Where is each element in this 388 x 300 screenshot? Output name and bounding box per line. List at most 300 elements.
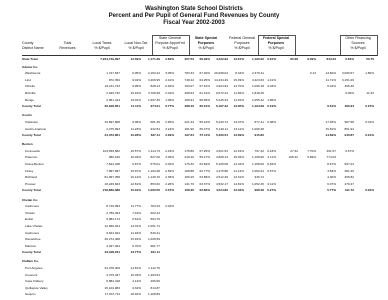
table-cell: 7.44% (132, 210, 141, 215)
table-cell: 827.00 (150, 155, 160, 160)
local-nontax-subheader: % $/Pupil (128, 46, 144, 50)
table-cell: 18.40% (130, 292, 141, 297)
table-cell: 4,512.39 (215, 175, 228, 180)
table-cell: 15.81% (325, 126, 336, 131)
report-subtitle: Percent and Per Pupil of General Fund Revenues by County (108, 13, 280, 19)
table-cell: 1,052.45 (251, 181, 264, 186)
table-cell: 2.43% (165, 148, 174, 153)
district-name: Asotin-Anatone (25, 126, 47, 131)
table-cell: 4,476.88 (215, 168, 228, 173)
other-financing-subheader: % $/Pupil (350, 46, 366, 50)
table-cell: 7,624,448 (106, 162, 120, 166)
table-cell: 15.34% (130, 188, 141, 193)
table-cell: 398.63 (184, 91, 194, 95)
table-cell: 3,423.63 (251, 77, 264, 82)
county-header: County (22, 41, 34, 45)
table-cell: 843.23 (326, 57, 336, 61)
table-cell: 1,171.39 (147, 57, 160, 61)
table-cell: 2.02% (165, 162, 174, 166)
table-cell: 491.57 (326, 148, 336, 153)
table-cell: 1.80% (365, 71, 374, 76)
county-group-row (22, 143, 377, 147)
table-cell: 218,889,388 (102, 188, 120, 193)
table-cell: 9.70% (132, 243, 141, 248)
table-cell: 12.15% (233, 148, 244, 153)
table-cell: 4.30% (327, 175, 336, 180)
table-cell: 4.14% (132, 279, 141, 284)
table-cell: 15.97% (130, 168, 141, 173)
table-cell: 13.11% (233, 126, 244, 131)
table-row (22, 183, 377, 187)
table-cell: 5,169.08 (215, 162, 228, 166)
table-cell: 828.13 (150, 84, 160, 89)
table-row (22, 156, 377, 160)
table-cell: 14.70% (233, 84, 244, 89)
table-row (22, 245, 377, 249)
table-cell: 2,153.44 (147, 71, 160, 76)
table-cell: 12.81% (130, 181, 141, 186)
table-cell: 2.04% (165, 91, 174, 95)
district-name: County Total (22, 104, 41, 109)
table-cell: 24,373,801 (104, 133, 120, 138)
table-cell: 847.11 (150, 133, 160, 138)
table-cell: 69.39% (199, 57, 210, 61)
table-cell: 0.67% (345, 148, 354, 153)
table-row (22, 287, 377, 291)
table-cell: 288.46 (184, 104, 194, 109)
table-cell: 0.01% (365, 133, 374, 138)
table-cell: 3.05% (165, 71, 174, 76)
table-cell: 63.86% (199, 188, 210, 193)
table-cell: 3,209.95 (147, 77, 160, 82)
table-cell: 9,624,944 (106, 230, 120, 235)
district-name: Chelan (25, 210, 35, 215)
table-cell: 27.32 (290, 148, 298, 153)
district-name: Port Angeles (25, 266, 43, 270)
table-cell: 17.45% (325, 119, 336, 124)
table-row (22, 212, 377, 216)
table-cell: 81,097,458 (104, 175, 120, 180)
table-cell: 19.16% (130, 91, 141, 95)
table-cell: 9.08% (132, 119, 141, 124)
table-cell: 774.04 (326, 155, 336, 160)
table-cell: 141.76 (184, 181, 194, 186)
state-special-subheader: % $/Pupil (198, 46, 214, 50)
table-cell: 1,194.69 (251, 104, 264, 109)
table-cell: 3,708.48 (147, 91, 160, 95)
table-cell: 66.61% (199, 104, 210, 109)
table-cell: 697.24 (344, 162, 354, 166)
table-cell: 1,493.54 (147, 272, 160, 277)
table-cell: 103,059,582 (102, 148, 120, 153)
table-cell: 0.13 (309, 71, 316, 76)
district-name: Lake Chelan (25, 223, 43, 228)
table-cell: 12.39% (130, 57, 141, 61)
table-cell: 46,274,468 (104, 237, 120, 242)
table-row (22, 150, 377, 154)
table-cell: 2.82% (165, 57, 174, 61)
table-row (22, 72, 377, 76)
table-row (22, 274, 377, 278)
district-name: County Total (22, 133, 41, 138)
table-row (22, 205, 377, 209)
district-name: Finley (25, 168, 34, 173)
district-name: Benge (25, 97, 34, 102)
table-cell: 13.31% (233, 175, 244, 180)
table-cell: 16.03% (130, 272, 141, 277)
district-name: Wenatchee (25, 237, 41, 242)
table-cell: 0.46% (165, 84, 174, 89)
table-cell: 853.62 (150, 181, 160, 186)
table-cell: 784.43 (150, 204, 160, 209)
district-name: Cashmere (25, 230, 40, 235)
table-cell: 19,897,808 (104, 119, 120, 124)
table-cell: 981.77 (150, 243, 160, 248)
table-cell: 9.87% (132, 162, 141, 166)
table-cell: 1,055.42 (251, 97, 264, 102)
table-cell: 1,727,637 (106, 71, 120, 76)
table-cell: 11.11% (130, 104, 141, 109)
federal-general-subheader: % $/Pupil (234, 46, 250, 50)
table-cell: 2.03% (267, 84, 276, 89)
district-name: Cashmere (25, 204, 40, 209)
table-cell: 11.77% (130, 204, 141, 209)
table-cell: 6,197.32 (215, 104, 228, 109)
table-cell: 9,672.44 (215, 91, 228, 95)
table-cell: 221.44 (184, 119, 194, 124)
table-cell: 14.34% (233, 162, 244, 166)
table-cell: 9.04% (132, 77, 141, 82)
county-group-row (22, 114, 377, 118)
table-cell: 411.72 (344, 188, 354, 193)
table-cell: 1,108.96 (251, 155, 264, 160)
table-cell: 5.24% (327, 84, 336, 89)
header-rule (22, 55, 377, 56)
table-cell: 5,206.54 (215, 133, 228, 138)
table-cell: 12,969,944 (104, 223, 120, 228)
total-header: Total (63, 41, 72, 45)
table-cell: 3.83% (327, 168, 336, 173)
district-name: Cape Flattery (25, 279, 44, 284)
state-general-header2: Purpose Apport'mt (155, 41, 185, 45)
table-cell: 64.69% (199, 162, 210, 166)
table-cell: 19.01% (130, 97, 141, 102)
table-cell: 181.90 (184, 126, 194, 131)
table-cell: 18,229,843 (104, 181, 120, 186)
table-cell: 15.45% (233, 155, 244, 160)
table-row (22, 163, 377, 167)
district-name: Crescent (25, 272, 38, 277)
district-name: Washtucna (25, 71, 41, 76)
table-cell: 9.34% (132, 285, 141, 290)
table-cell: 178.86 (184, 148, 194, 153)
federal-special-header2: Purposes (267, 41, 285, 45)
table-cell: 5,140.11 (216, 126, 228, 131)
other-financing-header2: Sources (351, 41, 365, 45)
district-name: Ritzville (25, 91, 36, 95)
table-cell: 22,211,723 (104, 84, 120, 89)
state-special-header: State Special (194, 36, 218, 40)
table-cell: 2,379.41 (251, 71, 264, 76)
table-cell: 2.28% (165, 181, 174, 186)
table-cell: 466.94 (344, 104, 354, 109)
table-cell: 14.81% (233, 181, 244, 186)
table-row (22, 92, 377, 96)
table-cell: 968.48 (254, 188, 264, 193)
table-cell: 8,749,993 (106, 204, 120, 209)
total-row (22, 58, 377, 62)
table-cell: 0.52% (267, 162, 276, 166)
table-cell: 0.27% (267, 188, 276, 193)
table-cell: 987.58 (344, 119, 354, 124)
state-special-header2: Purposes (197, 41, 215, 45)
federal-special-header: Federal Special (262, 36, 290, 40)
table-cell: 281.40 (344, 168, 354, 173)
table-cell: 6,884,418 (106, 279, 120, 284)
table-cell: 13.09% (233, 133, 244, 138)
table-cell: 63.37% (199, 181, 210, 186)
table-cell: 57.11% (199, 133, 210, 138)
table-cell: 3.36% (165, 155, 174, 160)
table-row (22, 128, 377, 132)
table-cell: 6.61% (132, 217, 141, 222)
table-cell: 15,104,983 (104, 285, 120, 290)
table-cell: 1,114.73 (148, 148, 160, 153)
district-name: Prosser (25, 181, 36, 186)
district-name: Asotin (22, 113, 32, 118)
table-cell: 13.60% (325, 71, 336, 76)
federal-special-subheader: % $/Pupil (268, 46, 284, 50)
district-name: Kennewick (25, 148, 40, 153)
table-cell: 4,532.17 (215, 181, 228, 186)
table-cell: 5.77% (327, 188, 336, 193)
total-row (22, 189, 377, 193)
table-cell: 1,163.48 (147, 168, 160, 173)
table-cell: 7,944,749,097 (100, 57, 120, 61)
table-cell: 14.01% (130, 223, 141, 228)
table-cell: 58.65% (199, 97, 210, 102)
table-row (22, 232, 377, 236)
county-group-row (22, 199, 377, 203)
district-name: Clallam Co. (22, 259, 39, 264)
table-cell: 16.57% (130, 148, 141, 153)
table-cell: 783.33 (184, 71, 194, 76)
table-cell: 7.70% (307, 148, 316, 153)
district-name: Quillayute Valley (25, 285, 48, 290)
district-name: Paterson (25, 155, 38, 160)
table-cell: 67.61% (199, 84, 210, 89)
table-cell: 0.43% (267, 148, 276, 153)
table-row (22, 170, 377, 174)
table-row (22, 121, 377, 125)
district-name: Adams Co. (22, 64, 39, 69)
district-name: County Total (22, 188, 41, 193)
table-cell: 67.40% (199, 71, 210, 76)
table-cell: 61.31% (199, 91, 210, 95)
table-cell: 2,949,732 (106, 91, 120, 95)
district-name: Sequim (25, 292, 36, 297)
table-cell: 9.09% (307, 57, 316, 61)
table-cell: 13.07% (233, 119, 244, 124)
table-cell: 16.12% (130, 175, 141, 180)
table-cell: 55.44% (199, 119, 210, 124)
federal-general-header2: Purposes (234, 41, 250, 45)
district-name: Benton (22, 142, 33, 147)
table-cell: 249.20 (184, 155, 194, 160)
table-cell: 11.71% (325, 77, 336, 82)
table-cell: 406.66 (150, 279, 160, 284)
table-cell: 17,937,711 (104, 292, 120, 297)
local-nontax-header: Local Non-Tax (124, 41, 148, 45)
table-cell: 974.01 (150, 104, 160, 109)
table-cell: 4,947,044 (106, 243, 120, 248)
table-cell: 30,918,651 (104, 104, 120, 109)
table-cell: 7,897,897 (106, 168, 120, 173)
table-cell: 80.38 (290, 57, 298, 61)
table-cell: 946.74 (254, 175, 264, 180)
table-cell: 9.89% (307, 155, 316, 160)
table-cell: 0.77% (165, 104, 174, 109)
table-cell: 4,232.93 (215, 57, 228, 61)
table-cell: 0.15% (365, 104, 374, 109)
district-name: Chelan Co. (22, 197, 39, 202)
table-row (22, 293, 377, 297)
table-cell: 1,050.24 (251, 168, 264, 173)
table-cell: 2.37% (165, 188, 174, 193)
district-name-header: District Name (22, 46, 44, 50)
table-cell: 180.29 (184, 175, 194, 180)
table-cell: 564.70 (150, 217, 160, 222)
table-cell: 8.67% (327, 162, 336, 166)
table-row (22, 225, 377, 229)
table-cell: 14.69% (325, 133, 336, 138)
table-cell: 0.01% (365, 119, 374, 124)
table-cell: 6.61% (327, 104, 336, 109)
table-cell: 1.86% (267, 97, 276, 102)
table-cell: 662.24 (150, 210, 160, 215)
table-cell: 4,924.94 (215, 84, 228, 89)
total-row (22, 105, 377, 109)
district-name: State Total (22, 57, 38, 61)
table-cell: 15.91% (130, 237, 141, 242)
table-cell: 576.01 (150, 162, 160, 166)
table-cell: 63.89% (199, 175, 210, 180)
table-row (22, 280, 377, 284)
state-general-subheader: % $/Pupil (162, 46, 178, 50)
table-cell: 13.33% (233, 188, 244, 193)
district-name: Richland (25, 175, 38, 180)
other-financing-header: Other Financing (345, 36, 371, 40)
table-row (22, 176, 377, 180)
table-cell: 4,524.80 (215, 188, 228, 193)
district-name: Clarkston (25, 119, 39, 124)
table-cell: 872,354 (108, 77, 120, 82)
table-cell: 1,009.48 (251, 126, 264, 131)
table-cell: 6.38% (267, 119, 276, 124)
table-cell: 1,697.36 (147, 97, 160, 102)
table-cell: 189.91 (184, 97, 194, 102)
table-row (22, 99, 377, 103)
table-cell: 65.47% (199, 126, 210, 131)
table-cell: 8.34% (235, 71, 244, 76)
table-row (22, 238, 377, 242)
table-cell: 814.87 (150, 285, 160, 290)
table-cell: 4,475,993 (106, 126, 120, 131)
local-taxes-header: Local Taxes (92, 41, 112, 45)
table-cell: 13.95% (233, 104, 244, 109)
district-name: Manson (25, 243, 37, 248)
table-cell: 940.87 (344, 133, 354, 138)
table-cell: 9,984,174 (106, 217, 120, 222)
table-cell: 11.82% (233, 91, 244, 95)
table-cell: 11.94% (130, 230, 141, 235)
federal-general-header: Federal General (229, 36, 255, 40)
table-cell: 11.81% (233, 97, 244, 102)
table-cell: 1,158.09 (251, 162, 264, 166)
table-cell: 10.28% (130, 133, 141, 138)
table-cell: 5,245.34 (215, 97, 228, 102)
table-cell: 15.49% (233, 77, 244, 82)
table-cell: 67.25% (199, 148, 210, 153)
table-cell: 0.11% (267, 181, 276, 186)
table-cell: 62.77% (199, 168, 210, 173)
county-group-row (22, 260, 377, 264)
table-row (22, 267, 377, 271)
table-cell: 1,818.25 (251, 91, 264, 95)
table-cell: 305.82 (344, 175, 354, 180)
table-cell: 2.42% (165, 77, 174, 82)
table-cell: 2,951,413 (106, 97, 120, 102)
table-cell: 2.11% (267, 155, 276, 160)
report-title: Washington State School Districts (145, 6, 243, 12)
revenues-header: Revenues (59, 46, 76, 50)
table-cell: 6.07% (327, 181, 336, 186)
table-cell: 1,190.92 (251, 57, 264, 61)
table-cell: 2.09% (165, 133, 174, 138)
table-cell: 11.23% (130, 126, 141, 131)
table-cell: 2,099.57 (341, 71, 354, 76)
table-cell: 942.54 (150, 126, 160, 131)
table-cell: 1.41% (267, 77, 276, 82)
table-cell: 797.42 (254, 148, 264, 153)
table-cell: 14,434.49 (214, 77, 228, 82)
table-cell: 681.45 (150, 119, 160, 124)
total-row (22, 251, 377, 255)
table-cell: 980,160 (108, 155, 120, 160)
table-cell: 0.09% (345, 91, 354, 95)
table-cell: 877.41 (254, 119, 264, 124)
table-cell: 13.61% (233, 57, 244, 61)
table-cell: 0.91% (267, 57, 276, 61)
table-cell: 3,479,437 (106, 272, 120, 277)
table-cell: 1,099.18 (251, 84, 264, 89)
county-group-row (22, 66, 377, 70)
table-cell: 2.59% (165, 168, 174, 173)
table-row (22, 85, 377, 89)
table-cell: 748.22 (184, 77, 194, 82)
table-cell: 5,240.74 (215, 119, 228, 124)
state-general-header: State General (158, 36, 182, 40)
table-cell: 14.81% (130, 266, 141, 270)
table-row (22, 79, 377, 83)
table-cell: 56.76 (366, 57, 374, 61)
table-cell: 10.03% (130, 155, 141, 160)
table-cell: 64.25% (199, 77, 210, 82)
table-cell: 2.95% (165, 119, 174, 124)
table-cell: 3.24% (165, 126, 174, 131)
table-cell: 1,108.89 (147, 292, 160, 297)
table-cell: 396.36 (344, 84, 354, 89)
